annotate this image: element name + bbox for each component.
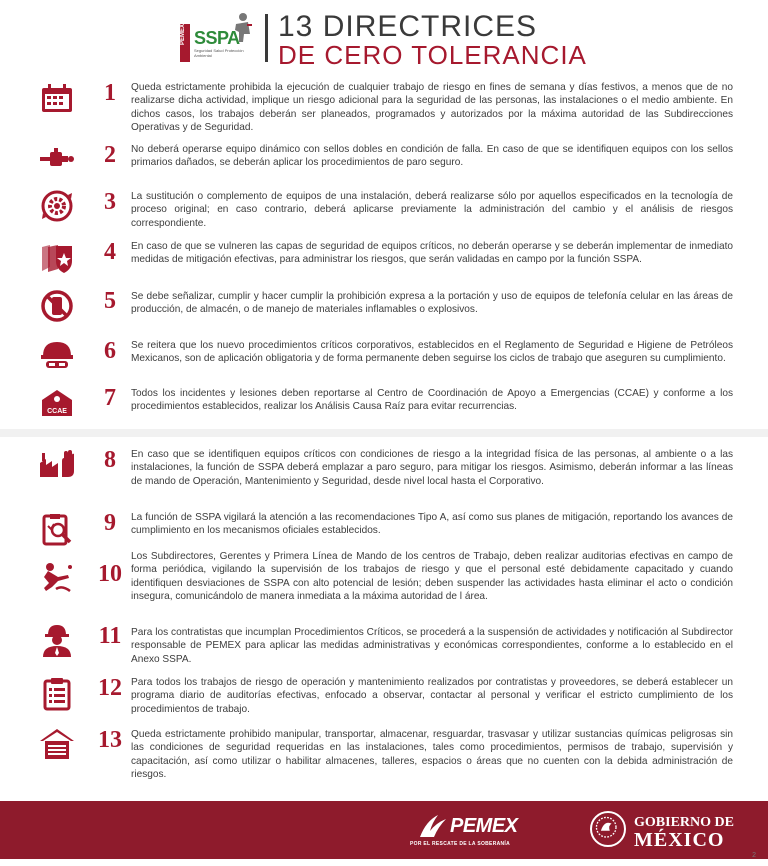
header-divider (265, 14, 268, 62)
sspa-logo (180, 10, 260, 66)
svg-text:CCAE: CCAE (47, 408, 67, 415)
helmet-goggles-icon (38, 338, 76, 372)
worker-fall-icon (38, 561, 76, 595)
sspa-logo-text: SSPA (194, 28, 240, 48)
directive-number: 6 (104, 338, 116, 364)
directive-number: 7 (104, 385, 116, 411)
directive-text: Para todos los trabajos de riesgo de operación y mantenimiento realizados por contratistas y proveedores, se deberá establecer un programa diario de auditorías efectivas, enfocado a observar, contactar al personal y verificar el estricto cumplimiento de los procedimientos de trabajo. (131, 677, 733, 715)
inspection-icon (38, 512, 76, 546)
page-subtitle: DE CERO TOLERANCIA (278, 40, 587, 70)
gobierno-label: GOBIERNO DE (634, 815, 734, 830)
directive-text: Para los contratistas que incumplan Procedimientos Críticos, se procederá a la suspensión de actividades y notificación al Subdirector responsable de PEMEX para aplicar las medidas administrativas y económicas correspondientes, conforme a lo establecido en el Anexo SSPA. (131, 627, 733, 665)
directive-number: 1 (104, 80, 116, 106)
header (0, 0, 768, 78)
mexico-label: MÉXICO (634, 829, 725, 851)
ccae-building-icon (38, 386, 76, 420)
national-seal-icon (590, 811, 626, 847)
footer (0, 801, 768, 859)
directive-text: Queda estrictamente prohibida la ejecución de cualquier trabajo de riesgo en fines de semana y días festivos, a menos que de no realizarse dicha actividad, implique un riesgo adicional para la seguridad de las personas, las instalaciones o el medio ambiente. En dichos casos, los trabajos deberán ser planeados, programados y autorizados por la máxima autoridad de las Subdirecciones Operativas y de Seguridad. (131, 82, 733, 133)
directive-text: La sustitución o complemento de equipos de una instalación, deberá realizarse sólo por aquellos especificados en la tecnología de proceso original; en caso contrario, deberá aplicarse previamente la administración del cambio y el análisis de riesgos correspondiente. (131, 191, 733, 229)
directive-number: 2 (104, 142, 116, 168)
directive-text: Los Subdirectores, Gerentes y Primera Línea de Mando de los centros de Trabajo, deben realizar auditorias efectivas en campo de forma periódica, vigilando la supervisión de los trabajos de riesgo y que el personal esté debidamente capacitado y cuando identifiquen desviaciones de SSPA con alto potencial de lesión; deben suspender las actividades hasta eliminar el acto o condición insegura, comunicándolo de manera inmediata a la máxima autoridad de l área. (131, 551, 733, 602)
checklist-icon (38, 677, 76, 711)
factory-stop-icon (38, 447, 76, 481)
directive-number: 8 (104, 447, 116, 473)
worker-figure-icon (230, 12, 254, 42)
directive-text: En caso de que se vulneren las capas de seguridad de equipos críticos, no deberán operarse y se deberán implementar de inmediato medidas de mitigación efectivas, para administrar los riesgos, que serán validadas en campo por la función SSPA. (131, 241, 733, 266)
page-title: 13 DIRECTRICES (278, 10, 538, 43)
sspa-logo-subtitle: Seguridad Salud Protección Ambiental (194, 48, 244, 58)
directive-text: Queda estrictamente prohibido manipular, transportar, almacenar, resguardar, trasvasar y utilizar sustancias químicas peligrosas sin las condiciones de seguridad requeridas en las instalaciones, tales como procedimientos, permisos de trabajo, supervisión y capacitación, así como utilizar o habilitar almacenes, talleres, espacios o áreas que no cuenten con la debida administración de riesgos. (131, 729, 733, 780)
directive-number: 11 (98, 623, 122, 649)
pemex-wordmark: PEMEX (450, 815, 518, 837)
directive-number: 12 (98, 675, 122, 701)
directive-text: Se reitera que los nuevo procedimientos críticos corporativos, establecidos en el Reglamento de Seguridad e Higiene de Petróleos Mexicanos, son de aplicación obligatoria y de forma permanente deben seguirse los ciclos de trabajo que aseguren su cumplimiento. (131, 340, 733, 365)
pemex-eagle-icon (418, 811, 448, 839)
directive-number: 5 (104, 288, 116, 314)
directive-number: 9 (104, 510, 116, 536)
directive-text: La función de SSPA vigilará la atención a las recomendaciones Tipo A, así como sus planes de mitigación, reportando los avances de cumplimiento en los mecanismos oficiales establecidos. (131, 512, 733, 537)
directive-text: Todos los incidentes y lesiones deben reportarse al Centro de Coordinación de Apoyo a Emergencias (CCAE) y conforme a los procedimientos establecidos, realizar los Análisis Causa Raíz para evitar recurrencias. (131, 388, 733, 413)
shield-layers-icon (38, 241, 76, 275)
directive-number: 4 (104, 239, 116, 265)
directive-text: No deberá operarse equipo dinámico con sellos dobles en condición de falla. En caso de que se identifiquen equipos con los sellos primarios dañados, se deberán aplicar los procedimientos de paro seguro. (131, 144, 733, 169)
gobierno-mexico-logo (590, 809, 750, 851)
calendar-icon (38, 82, 76, 116)
directive-text: Se debe señalizar, cumplir y hacer cumplir la prohibición expresa a la portación y uso de equipos de telefonía celular en las áreas de producción, de almacén, o de manejo de materiales inflamables o explosivos. (131, 291, 733, 316)
directive-number: 10 (98, 561, 122, 587)
pemex-logo (410, 809, 560, 849)
directive-text: En caso que se identifiquen equipos críticos con condiciones de riesgo a la integridad física de las personas, al ambiente o a las instalaciones, la función de SSPA deberá emplazar a paro seguro, para mitigar los riesgos. Asimismo, deberán informar a las líneas de mando de Operación, Mantenimiento y Seguridad, desde nivel local hasta el Corporativo. (131, 449, 733, 487)
pemex-vertical-mark: PEMEX (180, 24, 190, 62)
gear-cycle-icon (38, 189, 76, 223)
directive-number: 3 (104, 189, 116, 215)
directive-number: 13 (98, 727, 122, 753)
pemex-tagline: POR EL RESCATE DE LA SOBERANÍA (410, 841, 511, 847)
pump-seal-icon (38, 142, 76, 176)
section-separator (0, 429, 768, 437)
page-number: 2 (752, 852, 756, 859)
contractor-icon (38, 623, 76, 657)
warehouse-icon (38, 727, 76, 761)
no-phone-icon (38, 289, 76, 323)
